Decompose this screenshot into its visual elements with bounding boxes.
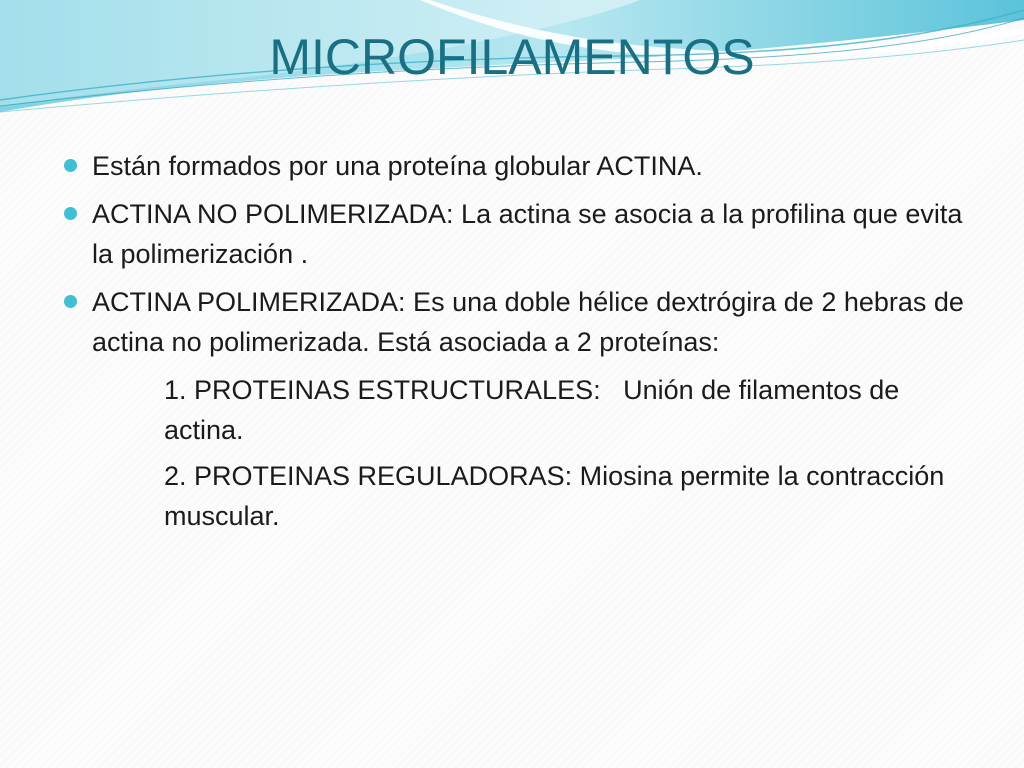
- sub-item: [64, 370, 964, 450]
- slide-title: MICROFILAMENTOS: [269, 29, 755, 85]
- bullet-item: [64, 282, 964, 362]
- sub-item-text: 2. PROTEINAS REGULADORAS: Miosina permite la contracción muscular.: [164, 461, 945, 531]
- slide-content: [64, 146, 964, 542]
- bullet-dot-icon: [64, 207, 77, 220]
- bullet-dot-icon: [64, 295, 77, 308]
- bullet-item: [64, 194, 964, 274]
- sub-item: [64, 456, 964, 536]
- bullet-text: ACTINA POLIMERIZADA: Es una doble hélice dextrógira de 2 hebras de actina no polimerizada. Está asociada a 2 proteínas:: [92, 287, 964, 357]
- bullet-text: ACTINA NO POLIMERIZADA: La actina se asocia a la profilina que evita la polimerización .: [92, 199, 963, 269]
- bullet-dot-icon: [64, 159, 77, 172]
- sub-item-text: 1. PROTEINAS ESTRUCTURALES: Unión de filamentos de actina.: [164, 375, 907, 445]
- bullet-text: Están formados por una proteína globular ACTINA.: [92, 151, 703, 181]
- bullet-item: [64, 146, 964, 186]
